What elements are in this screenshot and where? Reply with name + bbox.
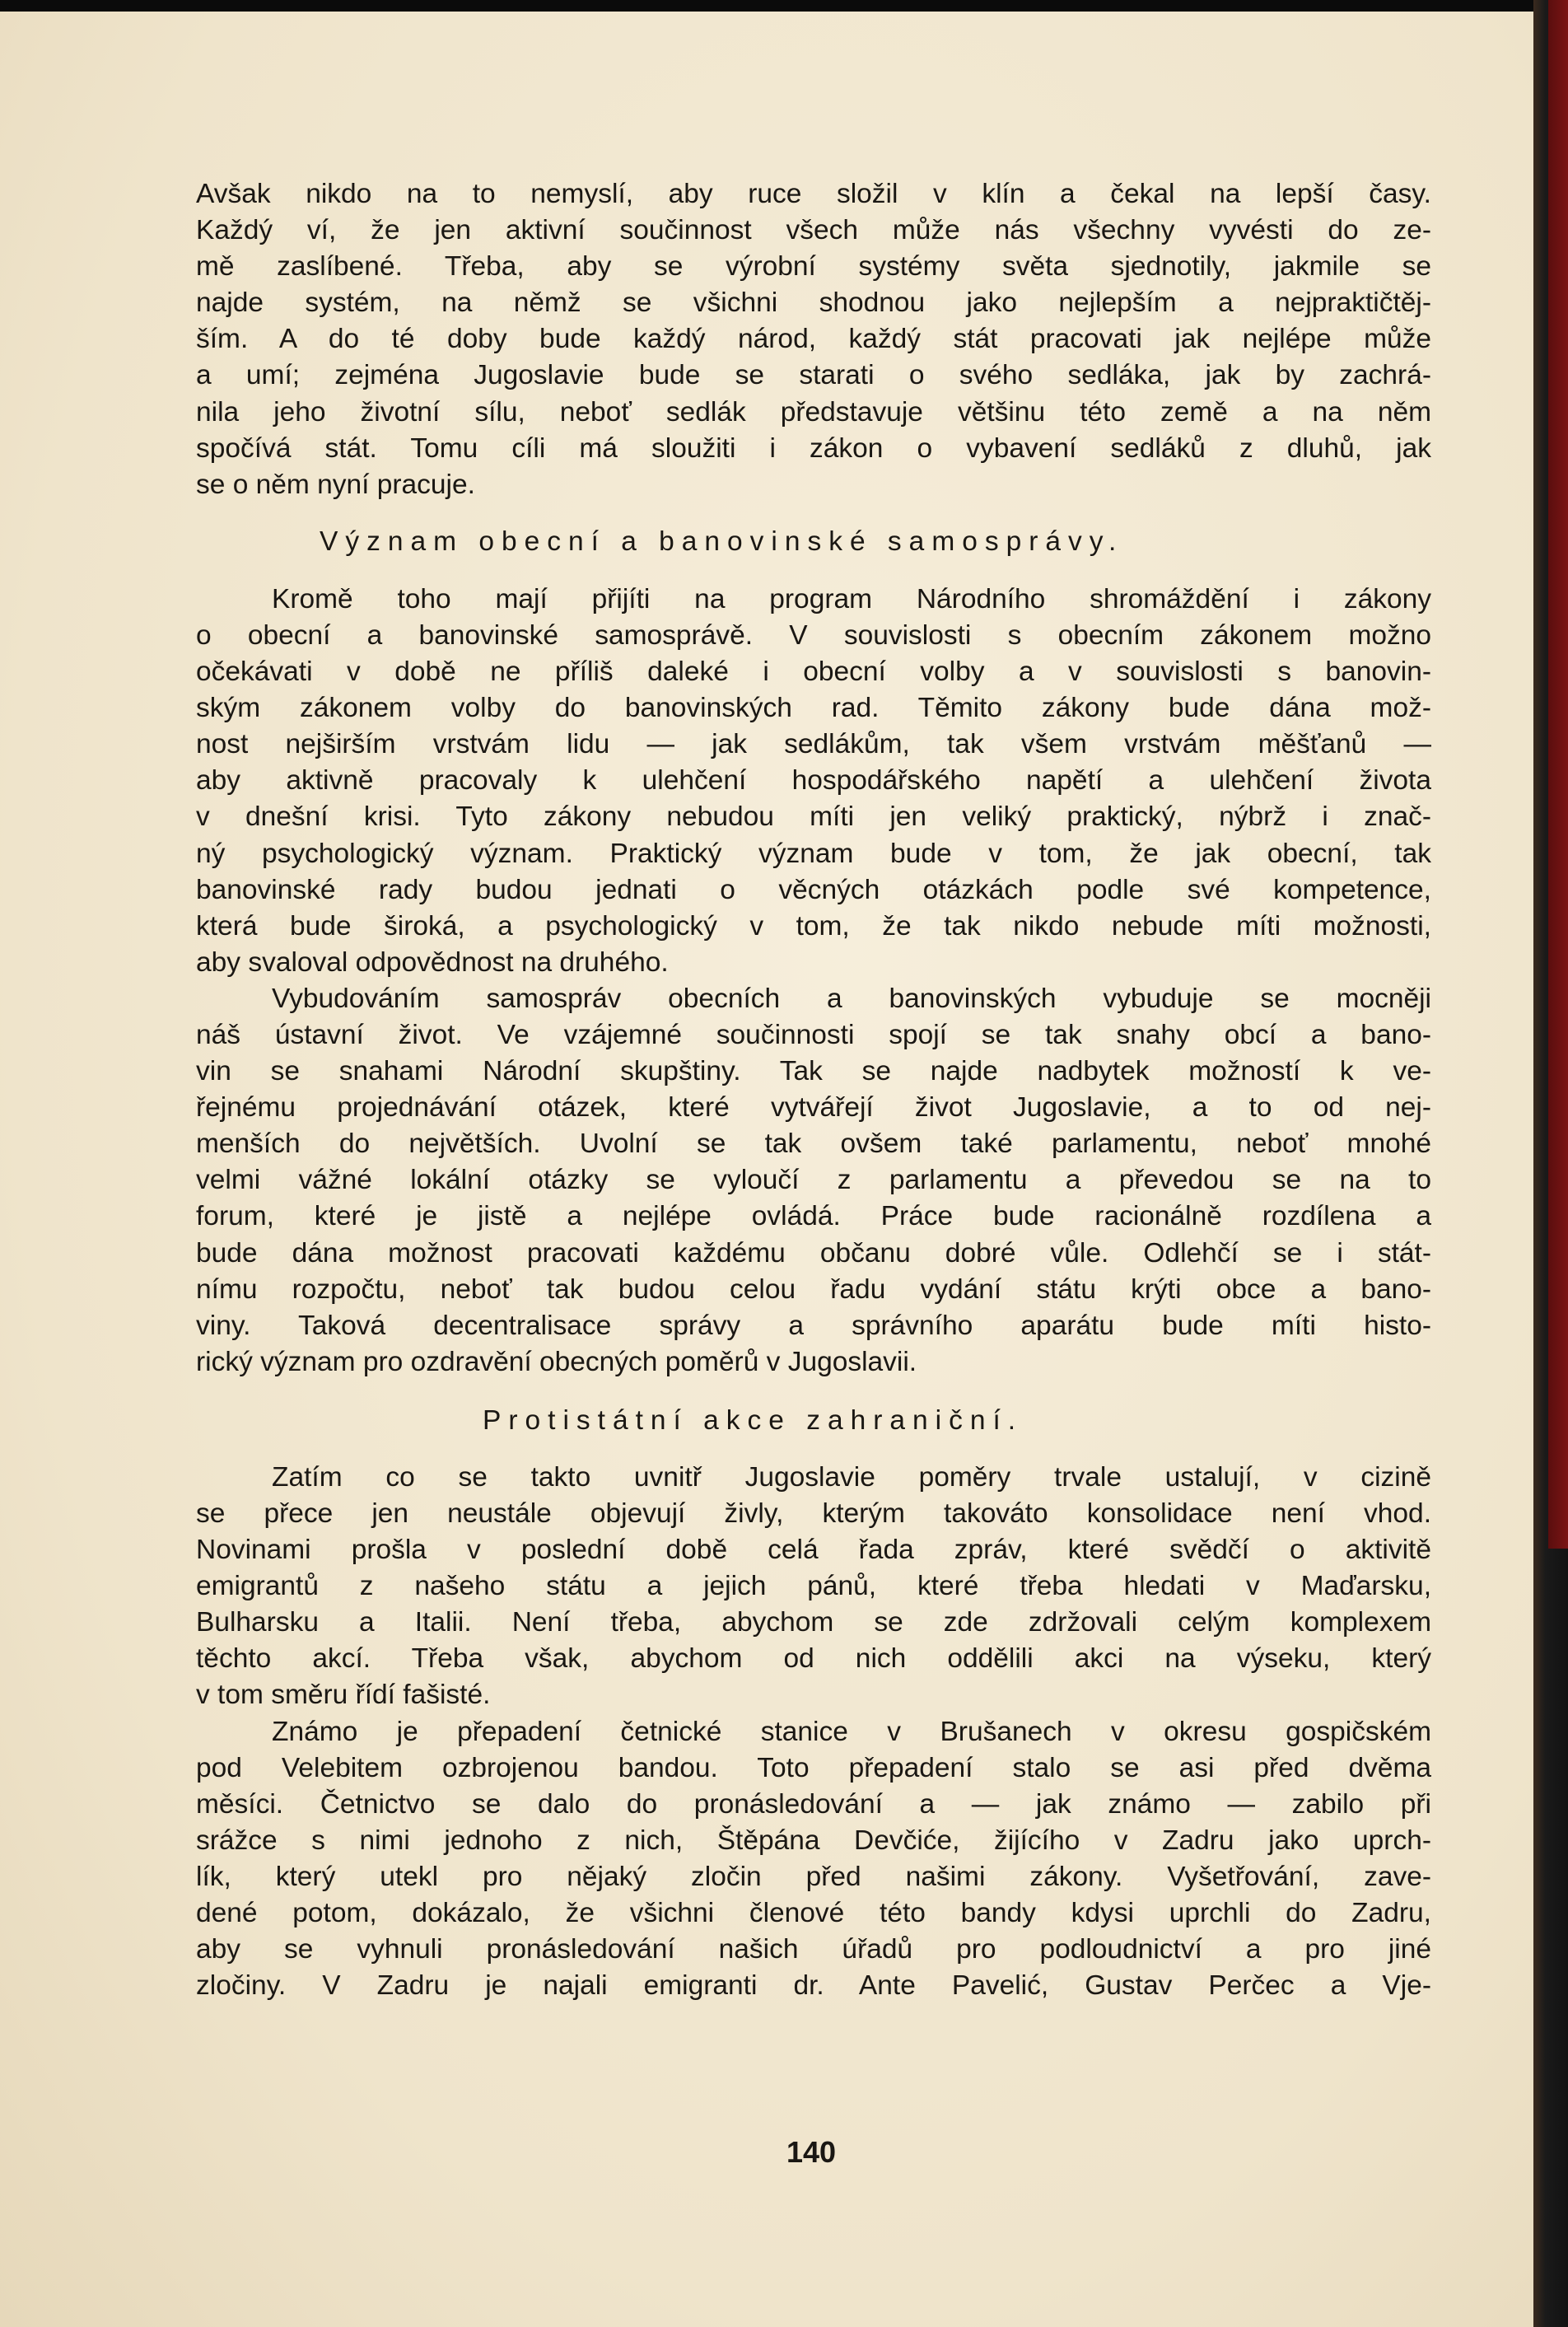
text-line: nost nejširším vrstvám lidu — jak sedlákům, tak všem vrstvám měšťanů —	[196, 729, 1431, 760]
section-samosprava-body	[196, 582, 1431, 1381]
paragraph	[196, 582, 1431, 981]
paragraph	[196, 1714, 1431, 2005]
text-line: lík, který utekl pro nějaký zločin před našimi zákony. Vyšetřování, zave-	[196, 1861, 1431, 1892]
text-line: Známo je přepadení četnické stanice v Brušanech v okresu gospičském	[272, 1716, 1431, 1747]
text-line: Avšak nikdo na to nemyslí, aby ruce složil v klín a čekal na lepší časy.	[196, 179, 1431, 209]
text-line: řejnému projednávání otázek, které vytvářejí život Jugoslavie, a to od nej-	[196, 1092, 1431, 1124]
text-line: nila jeho životní sílu, neboť sedlák představuje většinu této země a na něm	[196, 396, 1431, 428]
text-line: která bude široká, a psychologický v tom, že tak nikdo nebude míti možnosti,	[196, 910, 1431, 942]
text-line: viny. Taková decentralisace správy a správního aparátu bude míti histo-	[196, 1310, 1431, 1341]
text-line: aby aktivně pracovaly k ulehčení hospodářského napětí a ulehčení života	[196, 765, 1431, 797]
text-line: menších do největších. Uvolní se tak ovšem také parlamentu, neboť mnohé	[196, 1128, 1431, 1160]
text-line: o obecní a banovinské samosprávě. V souvislosti s obecním zákonem možno	[196, 619, 1431, 651]
paragraph	[196, 1460, 1431, 1714]
text-line: Zatím co se takto uvnitř Jugoslavie poměry trvale ustalují, v cizině	[272, 1461, 1431, 1493]
book-page	[0, 12, 1543, 2327]
text-line: dené potom, dokázalo, že všichni členové této bandy kdysi uprchli do Zadru,	[196, 1898, 1431, 1929]
text-line: najde systém, na němž se všichni shodnou jako nejlepším a nejpraktičtěj-	[196, 287, 1431, 319]
section-heading-samosprava: Význam obecní a banovinské samosprávy.	[320, 526, 1124, 557]
text-line: emigrantů z našeho státu a jejich pánů, které třeba hledati v Maďarsku,	[196, 1571, 1431, 1602]
text-line: vin se snahami Národní skupštiny. Tak se najde nadbytek možností k ve-	[196, 1056, 1431, 1087]
text-line: aby svaloval odpovědnost na druhého.	[196, 946, 669, 978]
text-line: a umí; zejména Jugoslavie bude se starati o svého sedláka, jak by zachrá-	[196, 360, 1431, 391]
text-line: ším. A do té doby bude každý národ, každý stát pracovati jak nejlépe může	[196, 324, 1431, 355]
text-line: Bulharsku a Italii. Není třeba, abychom se zde zdržovali celým komplexem	[196, 1607, 1431, 1638]
text-line: se o něm nyní pracuje.	[196, 469, 475, 500]
text-line: mě zaslíbené. Třeba, aby se výrobní systémy světa sjednotily, jakmile se	[196, 251, 1431, 283]
text-line: zločiny. V Zadru je najali emigranti dr. Ante Pavelić, Gustav Perčec a Vje-	[196, 1970, 1431, 2002]
text-line: těchto akcí. Třeba však, abychom od nich oddělili akci na výseku, který	[196, 1643, 1431, 1675]
page-number: 140	[786, 2135, 837, 2169]
text-line: forum, které je jistě a nejlépe ovládá. Práce bude racionálně rozdílena a	[196, 1201, 1431, 1232]
section-protistatni-akce-body	[196, 1460, 1431, 2004]
text-line: srážce s nimi jednoho z nich, Štěpána Devčiće, žijícího v Zadru jako uprch-	[196, 1825, 1431, 1856]
text-line: náš ústavní život. Ve vzájemné součinnosti spojí se tak snahy obcí a bano-	[196, 1019, 1431, 1050]
binding-edge	[1548, 0, 1568, 1549]
text-line: spočívá stát. Tomu cíli má sloužiti i zákon o vybavení sedláků z dluhů, jak	[196, 432, 1431, 464]
text-line: aby se vyhnuli pronásledování našich úřadů pro podloudnictví a pro jiné	[196, 1934, 1431, 1965]
text-line: nímu rozpočtu, neboť tak budou celou řadu vydání státu krýti obce a bano-	[196, 1273, 1431, 1305]
text-line: v dnešní krisi. Tyto zákony nebudou míti jen veliký praktický, nýbrž i znač-	[196, 801, 1431, 833]
text-line: bude dána možnost pracovati každému občanu dobré vůle. Odlehčí se i stát-	[196, 1237, 1431, 1269]
text-line: Kromě toho mají přijíti na program Národního shromáždění i zákony	[272, 583, 1431, 614]
text-line: Každý ví, že jen aktivní součinnost všech může nás všechny vyvésti do ze-	[196, 215, 1431, 246]
text-line: rický význam pro ozdravění obecných poměrů v Jugoslavii.	[196, 1346, 917, 1377]
text-line: v tom směru řídí fašisté.	[196, 1680, 491, 1711]
text-line: ný psychologický význam. Praktický význam bude v tom, že jak obecní, tak	[196, 838, 1431, 869]
text-line: se přece jen neustále objevují živly, kterým takováto konsolidace není vhod.	[196, 1498, 1431, 1529]
text-line: velmi vážné lokální otázky se vyloučí z parlamentu a převedou se na to	[196, 1165, 1431, 1196]
text-line: pod Velebitem ozbrojenou bandou. Toto přepadení stalo se asi před dvěma	[196, 1752, 1431, 1783]
paragraph-intro	[196, 176, 1431, 503]
text-line: měsíci. Četnictvo se dalo do pronásledování a — jak známo — zabilo při	[196, 1788, 1431, 1820]
text-line: ským zákonem volby do banovinských rad. Těmito zákony bude dána mož-	[196, 693, 1431, 724]
text-line: očekávati v době ne příliš daleké i obecní volby a v souvislosti s banovin-	[196, 657, 1431, 688]
section-heading-protistatni-akce: Protistátní akce zahraniční.	[483, 1404, 1024, 1436]
paragraph	[196, 981, 1431, 1381]
page-text	[196, 176, 1431, 2004]
text-line: Vybudováním samospráv obecních a banovinských vybuduje se mocněji	[272, 983, 1431, 1014]
text-line: Novinami prošla v poslední době celá řada zpráv, které svědčí o aktivitě	[196, 1535, 1431, 1566]
text-line: banovinské rady budou jednati o věcných otázkách podle své kompetence,	[196, 874, 1431, 905]
